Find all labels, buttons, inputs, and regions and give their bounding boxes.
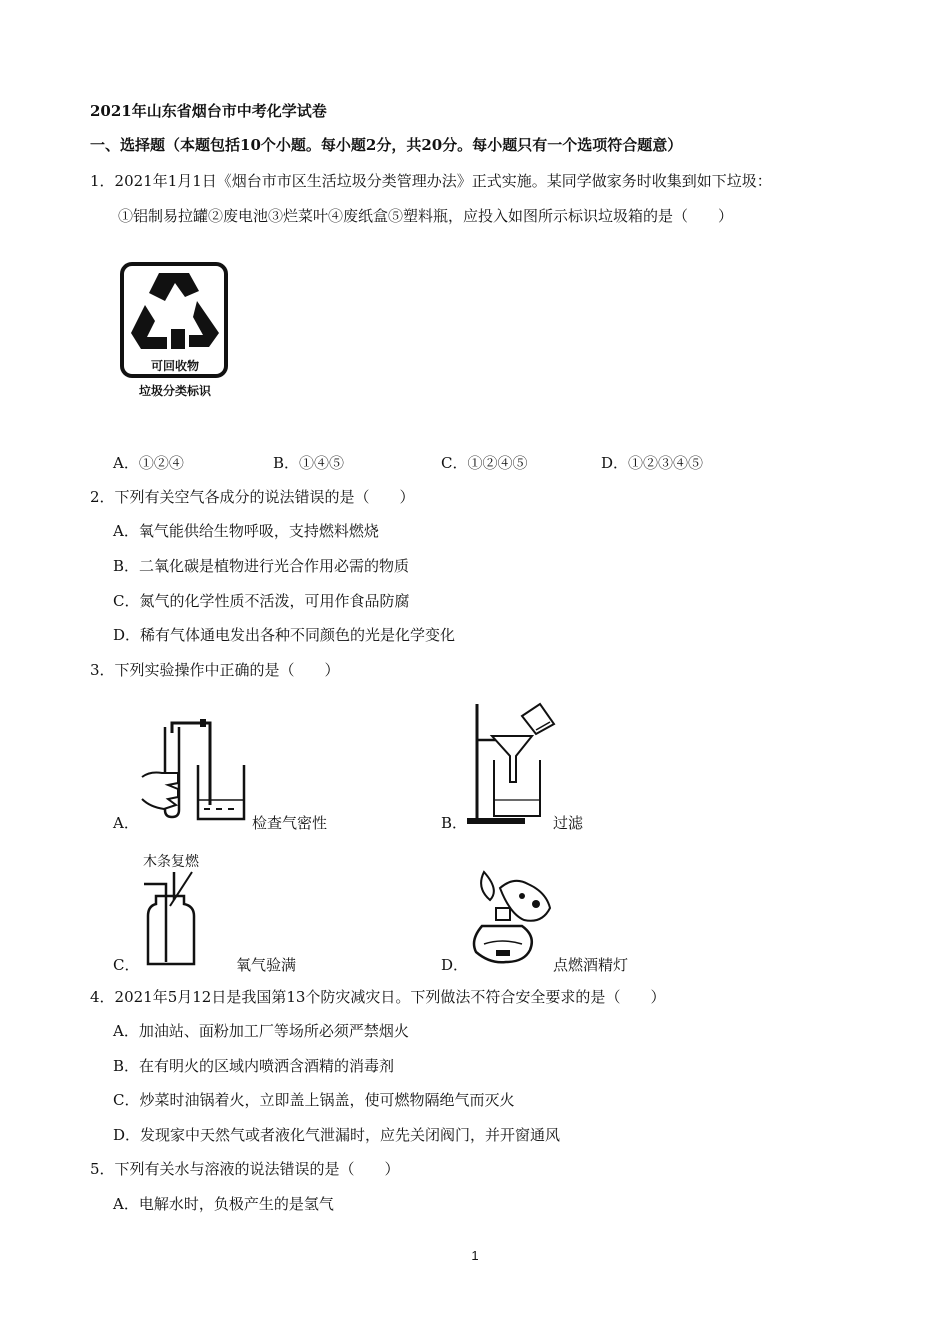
q2-option-b[interactable]: B．二氧化碳是植物进行光合作用必需的物质 [113,557,410,575]
q3-option-a-label: 检查气密性 [252,814,328,832]
section-heading: 一、选择题（本题包括10个小题。每小题2分，共20分。每小题只有一个选项符合题意） [90,136,683,154]
q3-option-c-letter[interactable]: C． [113,956,140,974]
airtightness-check-figure [140,715,252,831]
q3-option-d-label: 点燃酒精灯 [553,956,629,974]
q5-option-a[interactable]: A．电解水时，负极产生的是氢气 [113,1195,334,1213]
q1-option-c[interactable]: C．①②④⑤ [441,454,528,472]
page-number: 1 [471,1248,479,1263]
q4-option-a[interactable]: A．加油站、面粉加工厂等场所必须严禁烟火 [113,1022,409,1040]
q5-stem: 5．下列有关水与溶液的说法错误的是（ ） [90,1160,400,1178]
q2-option-a[interactable]: A．氧气能供给生物呼吸，支持燃料燃烧 [113,522,379,540]
q1-stem-line2: ①铝制易拉罐②废电池③烂菜叶④废纸盒⑤塑料瓶，应投入如图所示标识垃圾箱的是（ ） [118,207,734,225]
q4-option-c[interactable]: C．炒菜时油锅着火，立即盖上锅盖，使可燃物隔绝气而灭火 [113,1091,515,1109]
gas-bottle-icon [140,870,200,968]
q2-option-d[interactable]: D．稀有气体通电发出各种不同颜色的光是化学变化 [113,626,456,644]
test-tube-beaker-icon [140,715,252,827]
q4-option-b[interactable]: B．在有明火的区域内喷洒含酒精的消毒剂 [113,1057,395,1075]
lamp-flame-icon [466,868,556,968]
alcohol-lamp-figure [466,868,556,972]
q1-option-d[interactable]: D．①②③④⑤ [601,454,704,472]
funnel-stand-icon [462,700,557,828]
q3-option-d-letter[interactable]: D． [441,956,469,974]
q1-option-a[interactable]: A．①②④ [113,454,184,472]
q2-stem: 2．下列有关空气各成分的说法错误的是（ ） [90,488,415,506]
q3-option-c-caption: 木条复燃 [143,854,199,870]
q1-option-b[interactable]: B．①④⑤ [273,454,345,472]
recycle-sign-figure [119,261,231,403]
sign-text-recyclable: 可回收物 [150,359,199,373]
q3-option-a-letter[interactable]: A． [113,814,139,832]
q2-option-c[interactable]: C．氮气的化学性质不活泼，可用作食品防腐 [113,592,410,610]
exam-title: 2021年山东省烟台市中考化学试卷 [90,102,327,120]
q4-option-d[interactable]: D．发现家中天然气或者液化气泄漏时，应先关闭阀门，并开窗通风 [113,1126,561,1144]
filtration-figure [462,700,557,832]
oxygen-test-figure [140,870,200,972]
q3-option-b-letter[interactable]: B． [441,814,468,832]
q3-option-c-label: 氧气验满 [236,956,297,974]
q3-stem: 3．下列实验操作中正确的是（ ） [90,661,340,679]
q3-option-b-label: 过滤 [553,814,584,832]
q4-stem: 4．2021年5月12日是我国第13个防灾减灾日。下列做法不符合安全要求的是（ ） [90,988,666,1006]
q1-stem-line1: 1．2021年1月1日《烟台市市区生活垃圾分类管理办法》正式实施。某同学做家务时收集到如下垃圾： [90,172,772,190]
sign-text-classification: 垃圾分类标识 [138,384,211,398]
